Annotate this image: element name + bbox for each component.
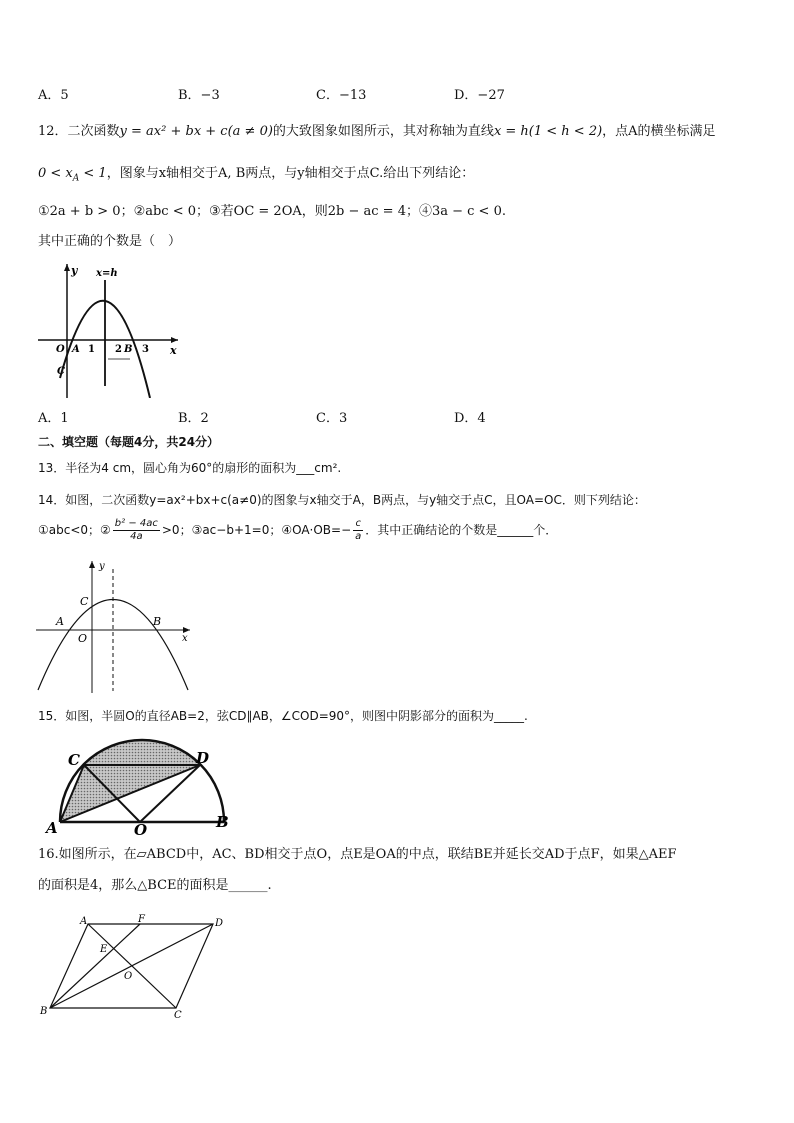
q12-b-label: B [124,344,133,355]
q11-option-a: A．5 [38,88,69,103]
q12-text2: ，图象与x轴相交于A, B两点，与y轴相交于点C.给出下列结论： [106,166,475,181]
q16-line1: 16.如图所示，在▱ABCD中，AC、BD相交于点O，点E是OA的中点，联结BE并延长交AD于点F，如果△AEF [38,847,677,862]
q12-axis-label: x=h [96,268,118,279]
q14-b-label: B [153,615,162,628]
q14-line2 [38,518,557,543]
q14-line1: 14．如图，二次函数y=ax²+bx+c(a≠0)的图象与x轴交于A，B两点，与y轴交于点C，且OA=OC．则下列结论： [38,493,646,507]
q14-frac-den: 4a [130,531,143,542]
q16-line2: 的面积是4，那么△BCE的面积是______. [38,878,272,893]
q15-d-label: D [196,749,210,767]
q11-option-d: D．−27 [454,88,505,103]
q12-y-label: y [71,264,78,277]
q16-o-label: O [124,971,133,982]
q14-part2: >0；③ac−b+1=0；④OA·OB=− [161,523,352,537]
q12-tick1: 1 [88,344,95,355]
q12-option-d: D．4 [454,411,486,426]
q12-line2 [38,162,474,184]
q12-cond: 0 < x [38,166,73,181]
section2-heading: 二、填空题（每题4分，共24分） [38,435,220,449]
q12-question: 其中正确的个数是（ ） [38,234,182,249]
q16-b-label: B [40,1006,48,1017]
q16-f-label: F [138,914,145,925]
q12-line1 [38,120,716,139]
q14-o-label: O [78,632,88,645]
q12-intro: 12．二次函数 [38,124,120,139]
q16-e-label: E [100,944,108,955]
q11-option-b: B．−3 [178,88,220,103]
q15-b-label: B [216,813,229,831]
q14-fraction [113,518,160,543]
q12-text-c: ，点A的横坐标满足 [602,124,716,139]
q12-axis: x = h(1 < h < 2) [493,124,603,139]
q14-c-label: C [80,595,89,608]
q16-graph [38,912,238,1024]
q12-c-label: C [57,366,65,377]
q12-text-b: 的大致图象如图所示，其对称轴为直线 [272,124,494,139]
q15-graph [44,733,244,837]
q15-c-label: C [68,751,80,769]
q16-c-label: C [174,1010,182,1021]
q12-tick2: 2 [115,344,122,355]
q12-cond2: < 1 [79,166,107,181]
q14-part1: ①abc<0；② [38,523,111,537]
q12-tick3: 3 [142,344,149,355]
q12-option-b: B．2 [178,411,209,426]
q12-graph [38,262,198,398]
q14-frac-num: b² − 4ac [114,518,158,529]
q16-a-label: A [80,916,88,927]
q12-o-label: O [56,344,65,355]
q14-part3: ．其中正确结论的个数是______个． [365,523,558,537]
q14-fraction2 [353,518,363,543]
q12-x-label: x [170,344,177,357]
q13-text: 13．半径为4 cm，圆心角为60°的扇形的面积为___cm². [38,461,342,475]
q14-y-label: y [99,561,105,572]
q14-graph [36,557,196,697]
q15-text: 15．如图，半圆O的直径AB=2，弦CD∥AB，∠COD=90°，则图中阴影部分的面积为_____. [38,709,528,723]
q16-d-label: D [215,918,224,929]
q14-x-label: x [182,633,188,644]
q12-a-label: A [72,344,80,355]
q15-a-label: A [46,819,58,837]
q12-equation: y = ax² + bx + c(a ≠ 0) [119,124,273,139]
q12-option-c: C．3 [316,411,348,426]
q14-frac2-den: a [355,531,362,542]
q12-cond-sub: A [72,173,80,184]
q14-frac2-num: c [353,518,363,531]
q11-option-c: C．−13 [316,88,367,103]
q12-option-a: A．1 [38,411,69,426]
q15-o-label: O [134,821,148,837]
q12-conclusions: ①2a + b > 0；②abc < 0；③若OC = 2OA，则2b − ac = 4；④3a − c < 0. [38,204,506,219]
q14-a-label: A [56,615,64,628]
